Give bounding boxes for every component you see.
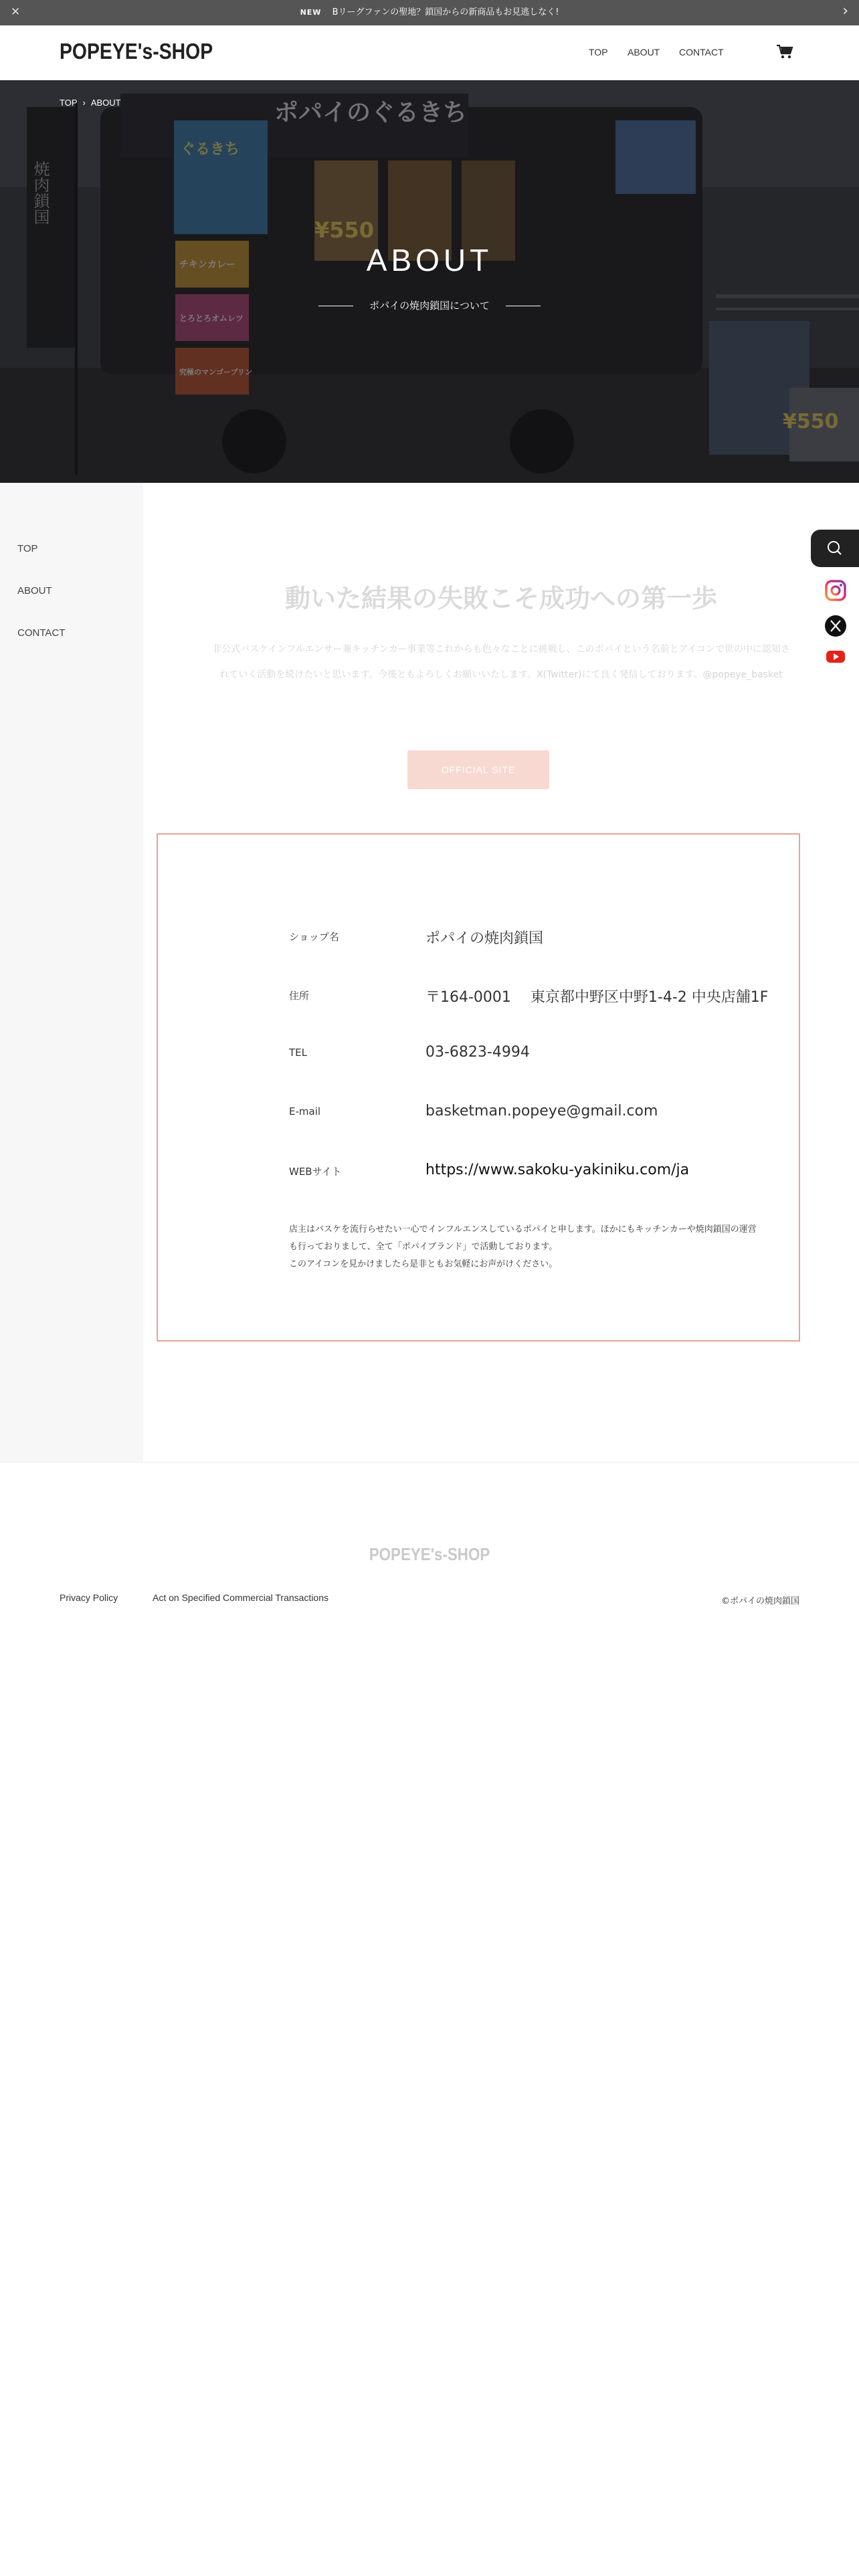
sidebar-item-contact[interactable]: CONTACT xyxy=(17,627,66,639)
info-label: WEBサイト xyxy=(289,1166,342,1178)
cart-icon[interactable] xyxy=(776,44,793,60)
youtube-icon[interactable] xyxy=(824,645,847,668)
announcement-bar xyxy=(0,0,859,25)
breadcrumb-chevron-icon: › xyxy=(82,98,86,108)
breadcrumb-about: ABOUT xyxy=(90,98,121,108)
close-icon[interactable]: ✕ xyxy=(11,5,21,19)
footer-logo[interactable]: POPEYE's-SHOP xyxy=(369,1544,490,1564)
hero-subtitle-row xyxy=(0,298,859,312)
breadcrumb-top[interactable]: TOP xyxy=(60,98,78,108)
x-icon[interactable] xyxy=(824,615,847,637)
breadcrumb xyxy=(60,98,121,108)
sidebar-item-about[interactable]: ABOUT xyxy=(17,585,52,597)
footer-link-privacy[interactable]: Privacy Policy xyxy=(60,1592,118,1603)
info-value: 〒164-0001 東京都中野区中野1-4-2 中央店舗1F xyxy=(425,989,769,1006)
shop-note-line: このアイコンを見かけましたら是非ともお気軽にお声がけください。 xyxy=(289,1259,558,1269)
new-badge: NEW xyxy=(300,8,322,17)
copyright: ©ポパイの焼肉鎖国 xyxy=(721,1596,799,1606)
shop-note-line: 店主はバスケを流行らせたい一心でインフルエンスしているポパイと申します。ほかにもキッチンカーや焼肉鎖国の運営 xyxy=(289,1224,757,1235)
shop-note xyxy=(289,1221,757,1273)
search-icon xyxy=(811,530,859,567)
site-footer xyxy=(0,1462,859,1622)
nav-contact[interactable]: CONTACT xyxy=(679,47,724,58)
info-label: ショップ名 xyxy=(289,931,339,943)
shop-info-card xyxy=(157,833,800,1341)
site-logo[interactable]: POPEYE's-SHOP xyxy=(60,39,213,64)
info-value[interactable]: 03-6823-4994 xyxy=(425,1044,530,1061)
info-label: 住所 xyxy=(289,990,310,1002)
info-label: TEL xyxy=(289,1047,307,1059)
hero-section xyxy=(0,80,859,483)
search-button[interactable] xyxy=(811,530,859,567)
announcement-message[interactable] xyxy=(0,7,859,19)
nav-top[interactable]: TOP xyxy=(589,47,608,58)
official-site-button[interactable]: OFFICIAL SITE xyxy=(407,750,549,789)
announcement-text: Bリーグファンの聖地？鎖国からの新商品もお見逃しなく! xyxy=(332,7,559,17)
website-link[interactable]: https://www.sakoku-yakiniku.com/ja xyxy=(425,1162,690,1178)
site-header xyxy=(0,25,859,80)
page-title: ABOUT xyxy=(366,243,493,278)
instagram-icon[interactable] xyxy=(824,579,847,602)
sidebar-item-top[interactable]: TOP xyxy=(17,543,38,554)
info-label: E-mail xyxy=(289,1105,321,1117)
main-content xyxy=(143,483,859,1462)
hero-overlay xyxy=(0,80,859,483)
info-value[interactable]: basketman.popeye@gmail.com xyxy=(425,1103,658,1119)
hero-subtitle: ポパイの焼肉鎖国について xyxy=(369,300,490,312)
sidebar xyxy=(0,483,143,1462)
intro-text: 非公式バスケインフルエンサー兼キッチンカー事業等これからも色々なことに挑戦し、このポパイという名前とアイコンで世の中に認知されていく活動を続けたいと思います。今後ともよろしくお願いいたします。X(Twitter)にて良く発信しております。@popeye_basket xyxy=(212,644,790,680)
chevron-right-icon[interactable]: › xyxy=(842,3,848,19)
shop-note-line: も行っておりまして、全て「ポパイブランド」で活動しております。 xyxy=(289,1242,558,1252)
footer-link-commercial-transactions[interactable]: Act on Specified Commercial Transactions xyxy=(153,1592,328,1603)
nav-about[interactable]: ABOUT xyxy=(628,47,660,58)
info-value: ポパイの焼肉鎖国 xyxy=(425,930,544,947)
catchphrase: 動いた結果の失敗こそ成功への第一歩 xyxy=(284,584,717,613)
